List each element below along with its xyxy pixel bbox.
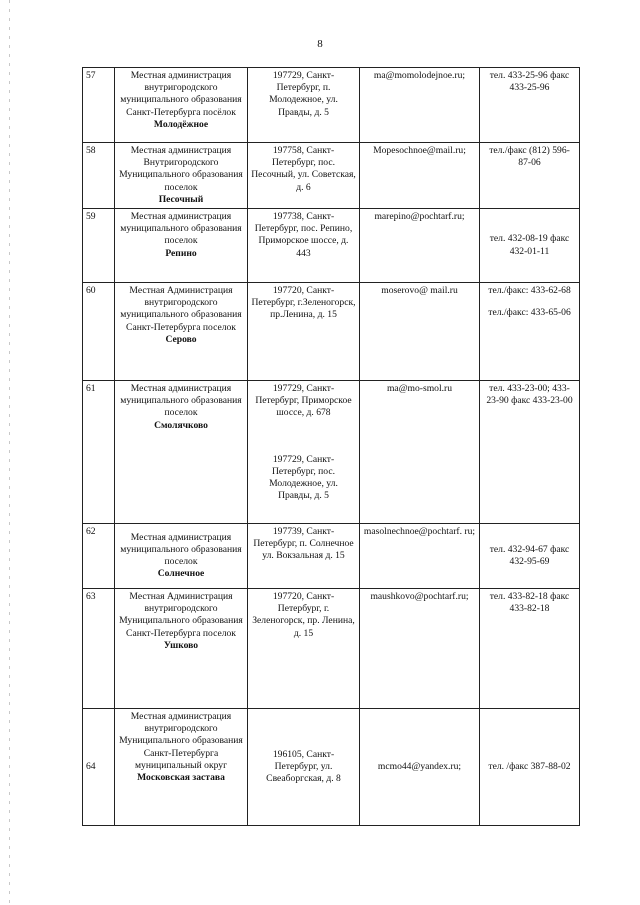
email-cell: moserovo@ mail.ru	[360, 283, 480, 381]
scan-edge-line	[9, 0, 10, 905]
organization-cell	[115, 381, 248, 524]
organization-title: Местная Администрация внутригородского муниципального образования Санкт-Петербурга поселок	[120, 285, 242, 333]
row-number: 60	[83, 283, 115, 381]
table-row	[83, 68, 580, 143]
phone-cell: тел. 433-25-96 факс 433-25-96	[480, 68, 580, 143]
settlement-name: Солнечное	[157, 568, 205, 580]
organization-title: Местная администрация внутригородского муниципального образования Санкт-Петербурга посёлок	[120, 70, 242, 118]
row-number: 57	[83, 68, 115, 143]
address-cell: 197720, Санкт-Петербург, г.Зеленогорск, пр.Ленина, д. 15	[248, 283, 360, 381]
organization-cell	[115, 143, 248, 209]
phone-cell: тел./факс (812) 596-87-06	[480, 143, 580, 209]
address-cell: 197758, Санкт-Петербург, пос. Песочный, ул. Советская, д. 6	[248, 143, 360, 209]
page-number: 8	[317, 38, 323, 50]
organization-title: Местная администрация муниципального образования поселок	[120, 211, 242, 247]
address-cell	[248, 381, 360, 524]
email-cell: marepino@pochtarf.ru;	[360, 209, 480, 283]
email-cell: mcmo44@yandex.ru;	[360, 709, 480, 826]
organization-title: Местная администрация Внутригородского Муниципального образования поселок	[119, 145, 243, 193]
row-number: 62	[83, 524, 115, 589]
phone-cell: тел. 433-23-00; 433-23-90 факс 433-23-00	[480, 381, 580, 524]
address-cell: 197729, Санкт-Петербург, п. Молодежное, ул. Правды, д. 5	[248, 68, 360, 143]
organization-title: Местная Администрация внутригородского Муниципального образования Санкт-Петербурга поселок	[119, 591, 243, 639]
organization-title: Местная администрация муниципального образования поселок	[120, 531, 242, 568]
phone-cell: тел. /факс 387-88-02	[480, 709, 580, 826]
table-row	[83, 283, 580, 381]
settlement-name: Репино	[165, 247, 197, 259]
row-number: 61	[83, 381, 115, 524]
phone-cell: тел. 432-94-67 факс 432-95-69	[480, 524, 580, 589]
settlement-name: Ушково	[163, 639, 199, 651]
settlement-name: Московская застава	[137, 772, 225, 784]
email-cell: masolnechnoe@pochtarf. ru;	[360, 524, 480, 589]
phone-cell: тел. 433-82-18 факс 433-82-18	[480, 589, 580, 709]
administrations-table	[82, 67, 580, 826]
email-cell: Mopesochnoe@mail.ru;	[360, 143, 480, 209]
table-row	[83, 589, 580, 709]
phone-cell: тел. 432-08-19 факс 432-01-11	[480, 209, 580, 283]
table-row	[83, 209, 580, 283]
organization-title: Местная администрация внутригородского Муниципального образования Санкт-Петербурга муниципальный округ	[119, 711, 243, 771]
organization-cell	[115, 283, 248, 381]
table-row	[83, 381, 580, 524]
address-cell: 197720, Санкт-Петербург, г. Зеленогорск, пр. Ленина, д. 15	[248, 589, 360, 709]
organization-title: Местная администрация муниципального образования поселок	[120, 383, 242, 419]
row-number: 58	[83, 143, 115, 209]
table-row	[83, 143, 580, 209]
table-row	[83, 524, 580, 589]
address-line: 197729, Санкт-Петербург, пос. Молодежное, ул. Правды, д. 5	[269, 453, 338, 502]
organization-cell	[115, 68, 248, 143]
email-cell: maushkovo@pochtarf.ru;	[360, 589, 480, 709]
organization-cell	[115, 589, 248, 709]
organization-cell	[115, 524, 248, 589]
address-cell: 196105, Санкт-Петербург, ул. Свеаборгская, д. 8	[248, 709, 360, 826]
address-line: 197729, Санкт-Петербург, Приморское шоссе, д. 678	[255, 383, 352, 419]
table-row	[83, 709, 580, 826]
phone-cell	[480, 283, 580, 381]
row-number: 63	[83, 589, 115, 709]
address-cell: 197738, Санкт-Петербург, пос. Репино, Приморское шоссе, д. 443	[248, 209, 360, 283]
settlement-name: Смолячково	[154, 419, 208, 431]
organization-cell	[115, 709, 248, 826]
phone-line: тел./факс: 433-65-06	[488, 307, 571, 319]
row-number: 64	[83, 709, 115, 826]
email-cell: ma@momolodejnoe.ru;	[360, 68, 480, 143]
settlement-name: Молодёжное	[153, 118, 209, 130]
row-number: 59	[83, 209, 115, 283]
organization-cell	[115, 209, 248, 283]
phone-line: тел./факс: 433-62-68	[488, 285, 571, 297]
settlement-name: Серово	[165, 333, 197, 345]
address-cell: 197739, Санкт-Петербург, п. Солнечное ул. Вокзальная д. 15	[248, 524, 360, 589]
email-cell: ma@mo-smol.ru	[360, 381, 480, 524]
settlement-name: Песочный	[158, 193, 204, 205]
